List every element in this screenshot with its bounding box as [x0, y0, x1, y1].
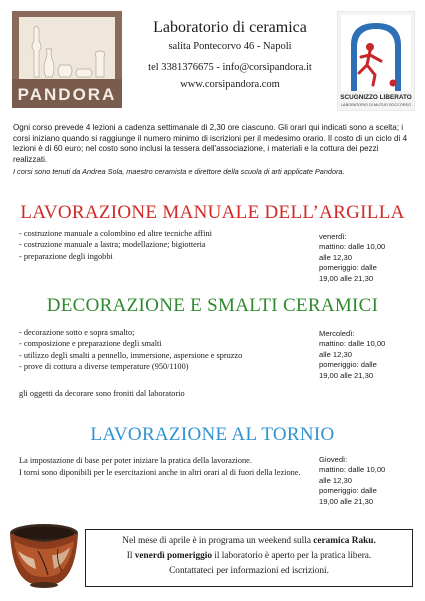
schedule-day: venerdì: — [319, 232, 347, 241]
scugnizzo-liberato-logo — [337, 11, 415, 111]
intro-block — [13, 123, 413, 178]
svg-text:SCUGNIZZO LIBERATO: SCUGNIZZO LIBERATO — [340, 94, 412, 101]
lab-contact: tel 3381376675 - info@corsipandora.it — [148, 62, 312, 73]
list-item: - composizione e preparazione degli smalti — [19, 338, 299, 349]
intro-note: I corsi sono tenuti da Andrea Sola, maestro ceramista e direttore della scuola di arti applicate Pandora. — [13, 167, 345, 177]
tornio-paragraph: La impostazione di base per poter iniziare la pratica della lavorazione. — [19, 456, 252, 465]
pandora-logo — [12, 11, 122, 108]
svg-text:LABORATORIO DI MUTUO SOCCORSO: LABORATORIO DI MUTUO SOCCORSO — [340, 103, 412, 107]
svg-text:PANDORA: PANDORA — [17, 85, 117, 104]
schedule-morning-end: alle 12,30 — [319, 475, 352, 485]
schedule-afternoon: pomeriggio: dalle — [319, 486, 377, 496]
schedule-afternoon: pomeriggio: dalle — [319, 263, 377, 273]
schedule-morning: mattino: dalle 10,00 — [319, 339, 386, 349]
schedule-morning-end: alle 12,30 — [319, 252, 352, 262]
schedule-morning: mattino: dalle 10,00 — [319, 465, 386, 475]
schedule-day: Mercoledì: — [319, 329, 355, 338]
tornio-paragraph: I torni sono diponibili per le esercitazioni anche in altri orari al di fuori della lezione. — [19, 468, 301, 478]
schedule-afternoon-end: 19,00 alle 21,30 — [319, 370, 374, 380]
section-decorazione-items — [19, 327, 299, 372]
list-item: - utilizzo degli smalti a pennello, immersione, aspersione e spruzzo — [19, 350, 299, 361]
schedule-tornio — [319, 455, 419, 507]
schedule-afternoon: pomeriggio: dalle — [319, 360, 377, 370]
list-item: - costruzione manuale a colombino ed altre tecniche affini — [19, 228, 299, 239]
footer-line-raku: Nel mese di aprile è in programa un weekend sulla ceramica Raku. — [122, 536, 376, 546]
section-title-manual: LAVORAZIONE MANUALE DELL’ARGILLA — [20, 202, 405, 223]
list-item: - decorazione sotto e sopra smalto; — [19, 327, 299, 338]
schedule-afternoon-end: 19,00 alle 21,30 — [319, 496, 374, 506]
schedule-day: Giovedì: — [319, 455, 348, 464]
lab-website[interactable]: www.corsipandora.com — [180, 79, 280, 90]
raku-bowl-image — [8, 521, 80, 589]
section-title-tornio: LAVORAZIONE AL TORNIO — [90, 424, 335, 445]
footer-line-venerdi: Il venerdì pomeriggio il laboratorio è aperto per la pratica libera. — [126, 551, 372, 562]
list-item: - prove di cottura a diverse temperature (950/1100) — [19, 361, 299, 372]
section-title-decorazione: DECORAZIONE E SMALTI CERAMICI — [46, 295, 379, 316]
schedule-afternoon-end: 19,00 alle 21,30 — [319, 273, 374, 283]
lab-title: Laboratorio di ceramica — [153, 19, 307, 36]
header-text — [130, 18, 330, 93]
footer-line-contact: Contattateci per informazioni ed iscrizioni. — [169, 566, 329, 577]
decorazione-note: gli oggetti da decorare sono froniti dal laboratorio — [19, 389, 185, 398]
footer-info-box — [85, 529, 413, 587]
section-manual-items — [19, 228, 299, 262]
lab-address: salita Pontecorvo 46 - Napoli — [168, 41, 292, 52]
schedule-morning: mattino: dalle 10,00 — [319, 242, 386, 252]
schedule-manual — [319, 232, 419, 284]
list-item: - preparazione degli ingobbi — [19, 251, 299, 262]
schedule-morning-end: alle 12,30 — [319, 349, 352, 359]
schedule-decorazione — [319, 329, 419, 381]
section-tornio-text — [19, 455, 319, 479]
intro-paragraph: Ogni corso prevede 4 lezioni a cadenza settimanale di 2,30 ore ciascuno. Gli orari qui indicati sono a scelta; i corsi iniziano quando si raggiunge il numero minimo di iscrizioni per il medesimo orario. Il costo di un ciclo di 4 lezioni è di 60 euro; nel costo sono inclusi la tessera dell'associazione, i materiali e la cottura dei pezzi realizzati. — [13, 123, 408, 164]
list-item: - costruzione manuale a lastra; modellazione; bigiotteria — [19, 239, 299, 250]
